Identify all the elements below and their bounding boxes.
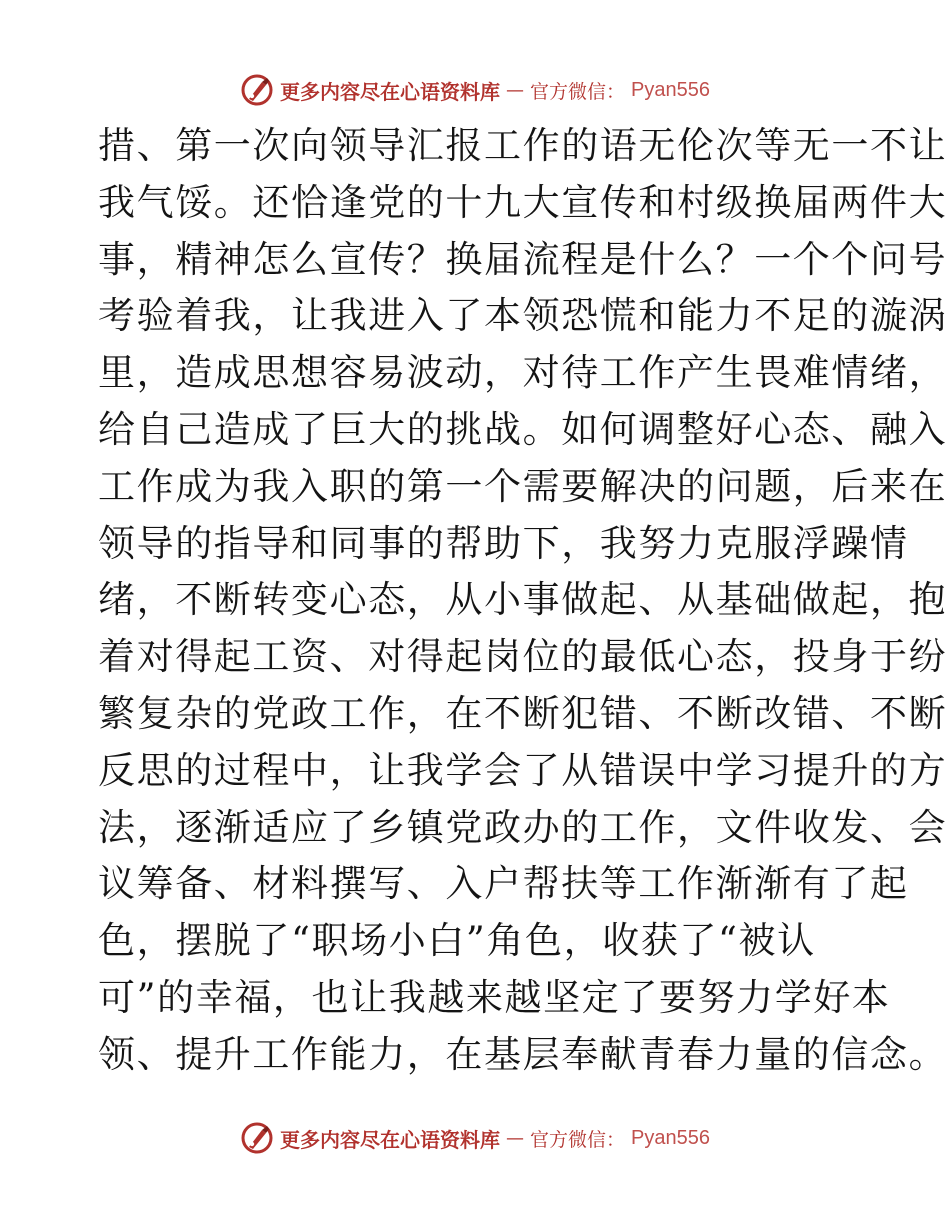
footer-wechat-id: Pyan556 — [631, 1126, 710, 1149]
body-line: 可”的幸福，也让我越来越坚定了要努力学好本 — [98, 975, 891, 1019]
body-line: 色，摆脱了“职场小白”角色，收获了“被认 — [98, 919, 816, 963]
body-line: 措、第一次向领导汇报工作的语无伦次等无一不让 — [98, 124, 948, 167]
body-line: 法，逐渐适应了乡镇党政办的工作，文件收发、会 — [98, 805, 948, 849]
header-banner — [0, 70, 950, 110]
footer-wechat-label: 官方微信： — [530, 1128, 626, 1151]
body-line: 反思的过程中，让我学会了从错误中学习提升的方 — [98, 748, 948, 792]
body-line: 着对得起工资、对得起岗位的最低心态，投身于纷 — [98, 635, 948, 679]
header-dash: — — [506, 79, 524, 101]
document-body — [98, 118, 948, 1084]
body-line: 工作成为我入职的第一个需要解决的问题，后来在 — [98, 464, 948, 508]
pen-logo-icon — [240, 1121, 274, 1155]
header-brand-text: 更多内容尽在心语资料库 — [280, 79, 500, 104]
body-line: 议筹备、材料撰写、入户帮扶等工作渐渐有了起 — [98, 862, 909, 906]
body-line: 我气馁。还恰逢党的十九大宣传和村级换届两件大 — [98, 180, 948, 224]
header-wechat-label: 官方微信： — [530, 80, 626, 103]
pen-logo-icon — [240, 73, 274, 107]
body-line: 领导的指导和同事的帮助下，我努力克服浮躁情 — [98, 521, 909, 565]
body-line: 领、提升工作能力，在基层奉献青春力量的信念。 — [98, 1032, 948, 1076]
body-line: 事，精神怎么宣传？换届流程是什么？一个个问号 — [98, 237, 948, 281]
body-line: 里，造成思想容易波动，对待工作产生畏难情绪， — [98, 351, 948, 395]
body-line: 绪，不断转变心态，从小事做起、从基础做起，抱 — [98, 578, 948, 622]
body-line: 考验着我，让我进入了本领恐慌和能力不足的漩涡 — [98, 294, 948, 338]
footer-banner — [0, 1118, 950, 1158]
header-wechat-id: Pyan556 — [631, 78, 710, 101]
body-line: 给自己造成了巨大的挑战。如何调整好心态、融入 — [98, 407, 948, 451]
footer-dash: — — [506, 1127, 524, 1149]
body-line: 繁复杂的党政工作，在不断犯错、不断改错、不断 — [98, 691, 948, 735]
footer-brand-text: 更多内容尽在心语资料库 — [280, 1127, 500, 1152]
